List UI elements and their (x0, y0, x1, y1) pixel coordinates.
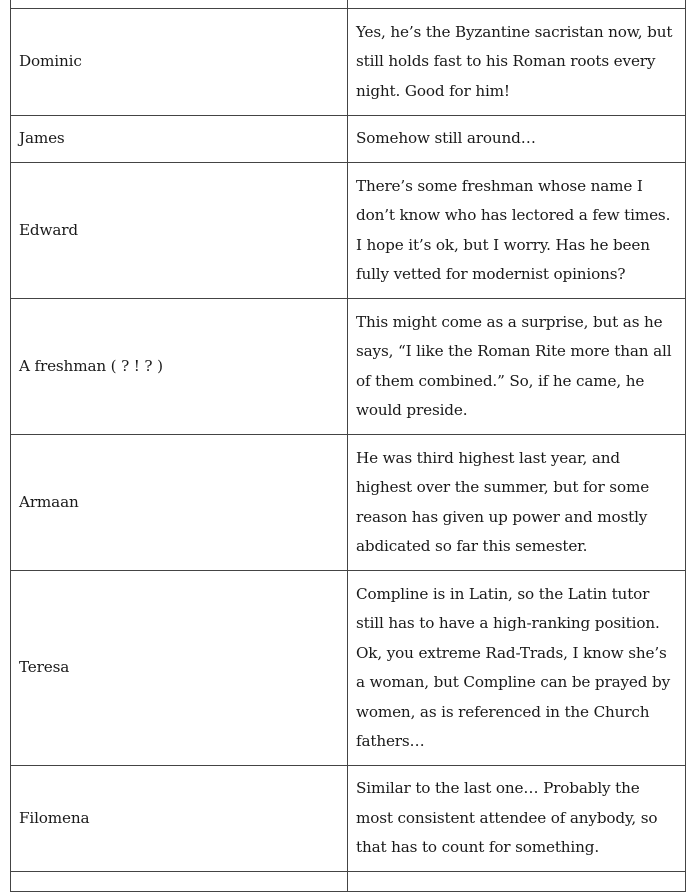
table-row (11, 299, 686, 435)
person-note-cell: Compline is in Latin, so the Latin tutor still has to have a high-ranking position. Ok, you extreme Rad-Trads, I know she’s a woman, but Compline can be prayed by women, as is referenced in the Church fathers… (348, 571, 686, 766)
roster-table-container (10, 0, 685, 892)
person-name-cell: Filomena (11, 766, 348, 872)
person-note-cell: He was third highest last year, and highest over the summer, but for some reason has given up power and mostly abdicated so far this semester. (348, 435, 686, 571)
person-note-cell: Yes, he’s the Byzantine sacristan now, but still holds fast to his Roman roots every night. Good for him! (348, 9, 686, 116)
table-row (11, 766, 686, 872)
person-name-cell: Dominic (11, 9, 348, 116)
person-note-cell: Somehow still around… (348, 116, 686, 163)
table-row (11, 163, 686, 299)
person-name-cell: Armaan (11, 435, 348, 571)
person-note-cell: This might come as a surprise, but as he says, “I like the Roman Rite more than all of them combined.” So, if he came, he would preside. (348, 299, 686, 435)
roster-table (10, 0, 686, 892)
person-note-cell: There’s some freshman whose name I don’t know who has lectored a few times. I hope it’s ok, but I worry. Has he been fully vetted for modernist opinions? (348, 163, 686, 299)
person-note-cell: Similar to the last one… Probably the most consistent attendee of anybody, so that has to count for something. (348, 766, 686, 872)
table-row (11, 9, 686, 116)
person-name-cell: A freshman ( ? ! ? ) (11, 299, 348, 435)
person-name-cell: Edward (11, 163, 348, 299)
table-cell-empty (348, 0, 686, 9)
table-row (11, 435, 686, 571)
person-name-cell: Teresa (11, 571, 348, 766)
table-row (11, 116, 686, 163)
person-name-cell: James (11, 116, 348, 163)
table-row (11, 571, 686, 766)
table-cell-empty (11, 0, 348, 9)
table-row-top-partial (11, 0, 686, 9)
